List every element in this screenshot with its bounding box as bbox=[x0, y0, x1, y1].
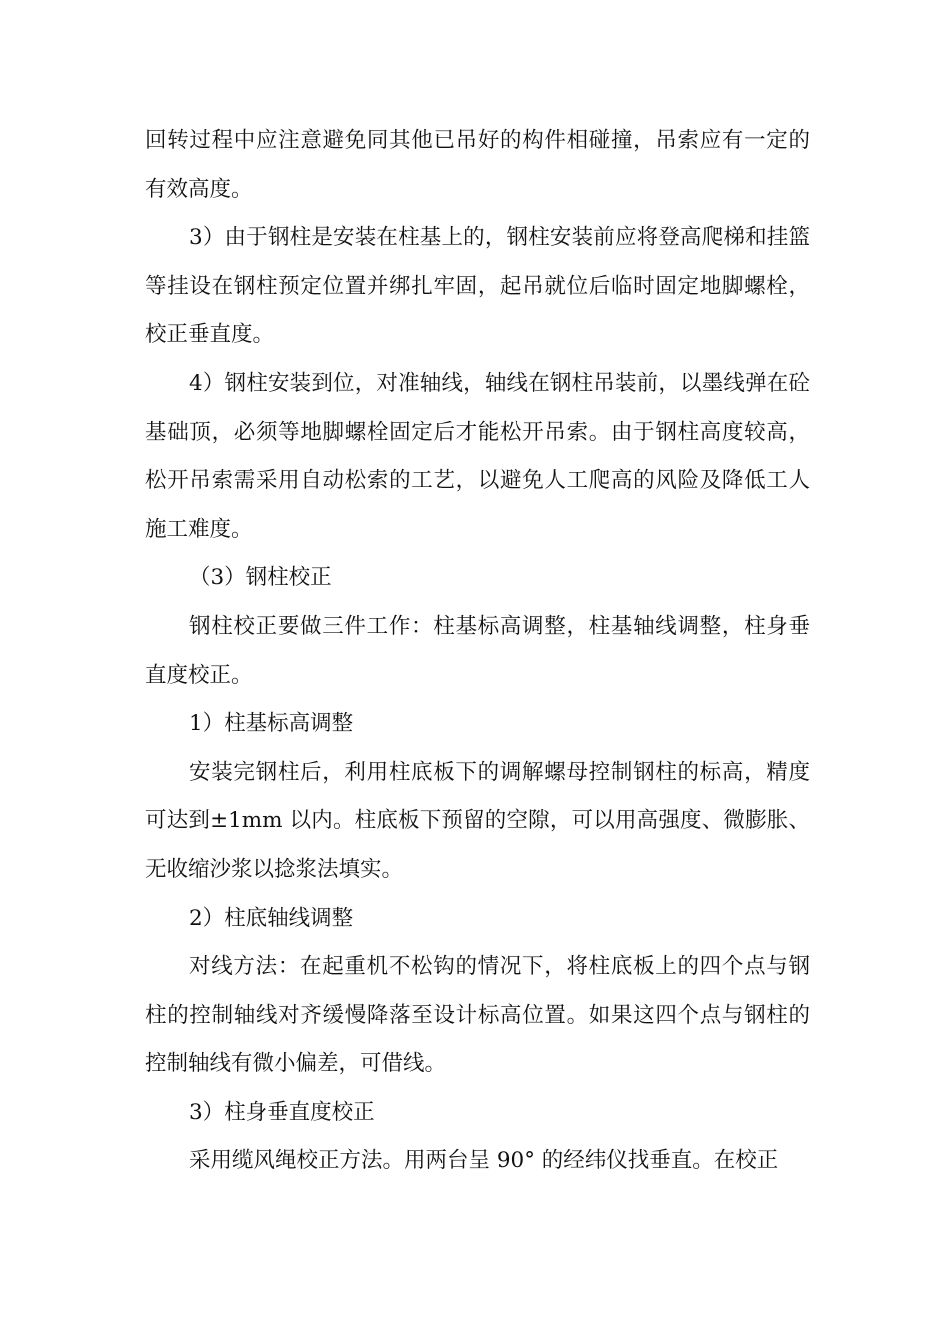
subheading-verticality: 3）柱身垂直度校正 bbox=[189, 1099, 375, 1125]
paragraph-continuation: 回转过程中应注意避免同其他已吊好的构件相碰撞，吊索应有一定的有效高度。 bbox=[145, 128, 810, 202]
paragraph-base-elevation: 安装完钢柱后，利用柱底板下的调解螺母控制钢柱的标高，精度可达到±1mm 以内。柱底板下预留的空隙，可以用高强度、微膨胀、无收缩沙浆以捻浆法填实。 bbox=[145, 759, 810, 882]
subheading-base-elevation: 1）柱基标高调整 bbox=[189, 711, 354, 737]
paragraph-verticality: 采用缆风绳校正方法。用两台呈 90° 的经纬仪找垂直。在校正 bbox=[189, 1148, 779, 1174]
paragraph-step-3: 3）由于钢柱是安装在柱基上的，钢柱安装前应将登高爬梯和挂篮等挂设在钢柱预定位置并绑扎牢固，起吊就位后临时固定地脚螺栓，校正垂直度。 bbox=[145, 225, 810, 348]
document-body bbox=[145, 117, 810, 1186]
paragraph-base-axis: 对线方法：在起重机不松钩的情况下，将柱底板上的四个点与钢柱的控制轴线对齐缓慢降落至设计标高位置。如果这四个点与钢柱的控制轴线有微小偏差，可借线。 bbox=[145, 954, 810, 1077]
subheading-base-axis: 2）柱底轴线调整 bbox=[189, 905, 354, 931]
paragraph-correction-overview: 钢柱校正要做三件工作：柱基标高调整，柱基轴线调整，柱身垂直度校正。 bbox=[145, 613, 810, 688]
section-heading-column-correction: （3）钢柱校正 bbox=[189, 565, 332, 591]
paragraph-step-4: 4）钢柱安装到位，对准轴线，轴线在钢柱吊装前，以墨线弹在砼基础顶，必须等地脚螺栓固定后才能松开吊索。由于钢柱高度较高，松开吊索需采用自动松索的工艺，以避免人工爬高的风险及降低工人施工难度。 bbox=[145, 370, 810, 542]
